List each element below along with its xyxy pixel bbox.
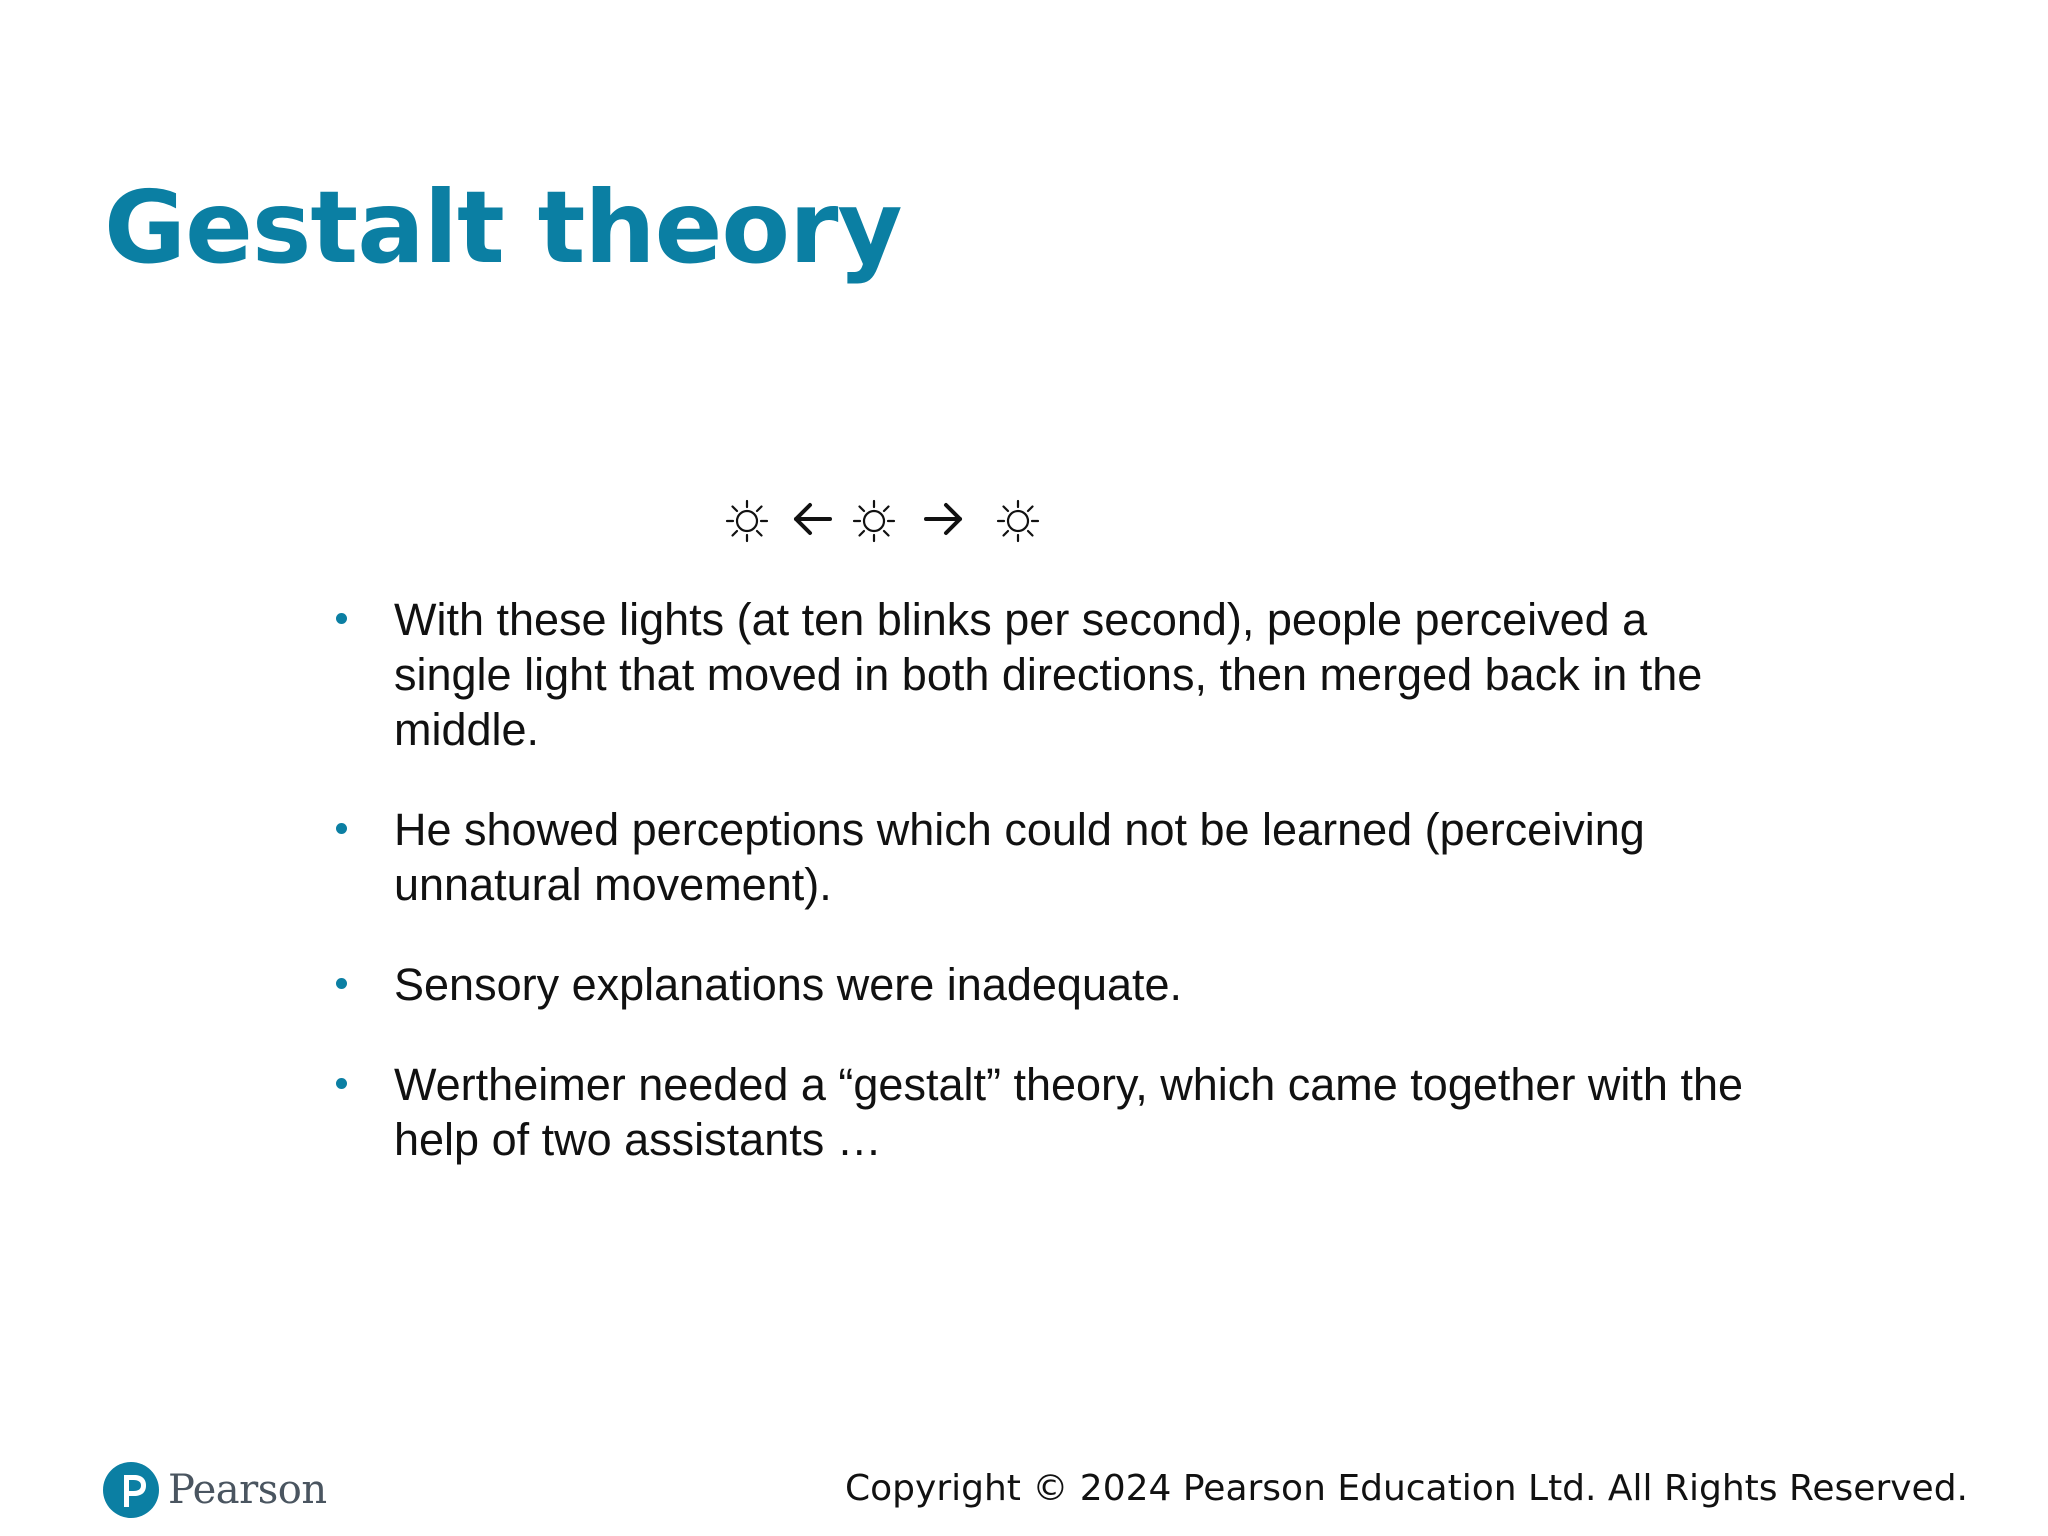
light-icon [854, 501, 894, 541]
light-icon [998, 501, 1038, 541]
bullet-dot-icon [336, 1078, 347, 1089]
apparent-motion-diagram [716, 488, 1056, 554]
bullet-item [330, 957, 1750, 1012]
bullet-item [330, 1057, 1750, 1167]
bullet-dot-icon [336, 613, 347, 624]
bullet-text: With these lights (at ten blinks per second), people perceived a single light that moved in both directions, then merged back in the middle. [394, 594, 1703, 755]
left-arrow-icon [796, 505, 830, 533]
pearson-wordmark: Pearson [168, 1467, 327, 1513]
bullet-item [330, 592, 1750, 757]
slide-title: Gestalt theory [104, 169, 902, 286]
bullet-item [330, 802, 1750, 912]
bullet-text: He showed perceptions which could not be learned (perceiving unnatural movement). [394, 804, 1645, 910]
bullet-dot-icon [336, 978, 347, 989]
bullet-list [330, 592, 1750, 1212]
pearson-logo [102, 1459, 327, 1521]
bullet-text: Wertheimer needed a “gestalt” theory, which came together with the help of two assistants … [394, 1059, 1744, 1165]
pearson-p-icon [102, 1461, 160, 1519]
light-icon [727, 501, 767, 541]
bullet-dot-icon [336, 823, 347, 834]
right-arrow-icon [926, 505, 960, 533]
copyright-notice: Copyright © 2024 Pearson Education Ltd. All Rights Reserved. [845, 1468, 1968, 1509]
bullet-text: Sensory explanations were inadequate. [394, 959, 1183, 1010]
